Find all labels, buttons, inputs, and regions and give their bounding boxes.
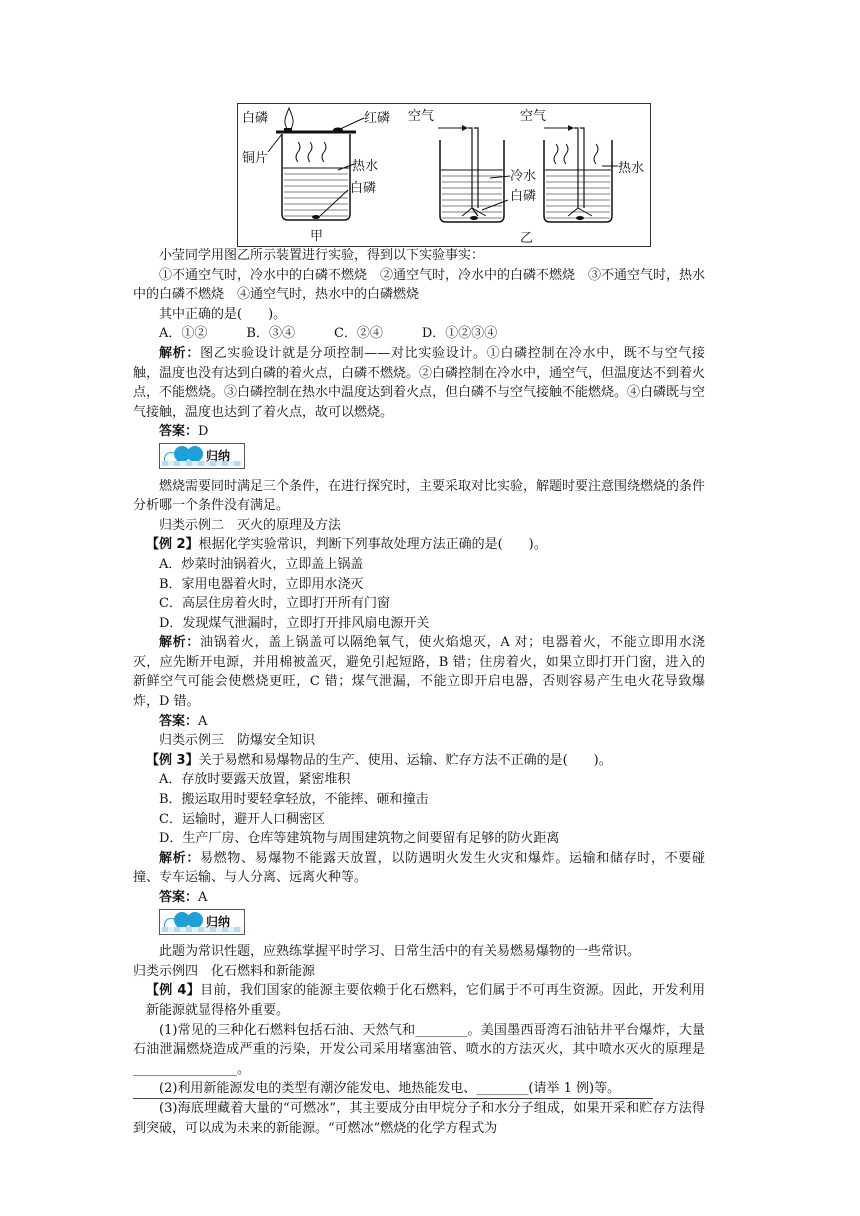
question-text: 关于易燃和易爆物品的生产、使用、运输、贮存方法不正确的是( )。 [198, 752, 612, 768]
text-content [133, 246, 705, 1138]
apparatus-yi [408, 108, 644, 246]
question-text: 根据化学实验常识，判断下列事故处理方法正确的是( )。 [198, 537, 547, 553]
label-tongpian: 铜片 [242, 151, 269, 166]
label-reshui-jia: 热水 [352, 159, 379, 174]
ex4-q3: (3)海底埋藏着大量的“可燃冰”，其主要成分由甲烷分子和水分子组成，如果开采和贮存方法得到突破，可以成为未来的新能源。“可燃冰”燃烧的化学方程式为 [133, 1100, 705, 1136]
apparatus-jia [242, 108, 390, 244]
label-yi: 乙 [520, 231, 534, 246]
answer-label: 答案： [159, 424, 199, 440]
ex3-analysis [133, 849, 705, 888]
analysis-text: 图乙实验设计就是分项控制——对比实验设计。①白磷控制在冷水中，既不与空气接触，温度也没有达到白磷的着火点，白磷不燃烧。②白磷控制在冷水中，通空气，但温度达不到着火点，不能燃烧。③白磷控制在热水中温度达到着火点，但白磷不与空气接触不能燃烧。④白磷既与空气接触，温度也达到了着火点，故可以燃烧。 [133, 345, 706, 420]
experiment-figure [237, 103, 651, 247]
ex3-question [133, 751, 705, 771]
answer-value: D [198, 424, 209, 440]
label-honglin: 红磷 [364, 111, 391, 126]
ex3-option-b: B．搬运取用时要轻拿轻放，不能摔、砸和撞击 [159, 792, 429, 808]
example-tag: 【例 2】 [146, 537, 199, 553]
answer-blank-line [133, 1098, 653, 1099]
ex1-intro: 小莹同学用图乙所示装置进行实验，得到以下实验事实： [159, 248, 485, 263]
summary-badge [159, 443, 245, 469]
label-bailin-bottom: 白磷 [350, 181, 377, 196]
badge-label: 归纳 [206, 448, 231, 463]
ex3-answer [133, 888, 705, 908]
label-lengshui: 冷水 [510, 169, 537, 184]
badge-label: 归纳 [206, 914, 231, 929]
example-tag: 【例 3】 [146, 752, 199, 768]
label-kongqi-1: 空气 [408, 109, 435, 124]
answer-value: A [198, 890, 208, 905]
ex1-answer [133, 422, 705, 442]
ex3-option-d: D．生产厂房、仓库等建筑物与周围建筑物之间要留有足够的防火距离 [159, 831, 560, 847]
ex3-option-a: A．存放时要露天放置，紧密堆积 [159, 772, 351, 788]
label-jia: 甲 [310, 229, 324, 244]
ex2-option-c: C．高层住房着火时，立即打开所有门窗 [159, 596, 390, 612]
answer-label: 答案： [159, 713, 199, 729]
ex2-question [133, 535, 705, 555]
analysis-label: 解析： [159, 345, 201, 361]
ex4-q2: (2)利用新能源发电的类型有潮汐能发电、地热能发电、________(请举 1 例)等。 [159, 1081, 621, 1097]
apparatus-diagram [238, 104, 650, 246]
section-4-title: 归类示例四 化石燃料和新能源 [133, 963, 316, 979]
section-3-title: 归类示例三 防爆安全知识 [159, 733, 316, 749]
label-bailin-yi: 白磷 [510, 189, 537, 204]
answer-label: 答案： [159, 890, 199, 905]
ex1-question: 其中正确的是( )。 [159, 306, 287, 322]
badge-circle-icon [187, 446, 203, 462]
example-tag: 【例 4】 [146, 983, 201, 999]
page [133, 0, 705, 1216]
ex2-option-b: B．家用电器着火时，立即用水浇灭 [159, 576, 364, 592]
label-kongqi-2: 空气 [520, 109, 547, 124]
section-2-title: 归类示例二 灭火的原理及方法 [159, 517, 342, 533]
ex1-facts: ①不通空气时，冷水中的白磷不燃烧 ②通空气时，冷水中的白磷不燃烧 ③不通空气时，热水中的白磷不燃烧 ④通空气时，热水中的白磷燃烧 [133, 267, 706, 303]
label-bailin-top: 白磷 [242, 111, 269, 126]
analysis-text: 油锅着火，盖上锅盖可以隔绝氧气，使火焰熄灭，A 对；电器着火，不能立即用水浇灭，应先断开电源，并用棉被盖灭，避免引起短路，B 错；住房着火，如果立即打开门窗，进入的新鲜空气可能会使燃烧更旺，C 错；煤气泄漏，不能立即开启电器，否则容易产生电火花导致爆炸，D 错。 [133, 635, 705, 710]
badge-circle-icon [187, 912, 203, 928]
ex4-q1: (1)常见的三种化石燃料包括石油、天然气和________。美国墨西哥湾石油钻井平台爆炸，大量石油泄漏燃烧造成严重的污染，开发公司采用堵塞油管、喷水的方法灭火，其中喷水灭火的原理是________________。 [133, 1022, 705, 1077]
ex1-analysis [133, 344, 705, 422]
ex2-option-a: A．炒菜时油锅着火，立即盖上锅盖 [159, 556, 364, 572]
ex2-answer [133, 712, 705, 732]
ex1-options: A．①② B．③④ C．②④ D．①②③④ [159, 326, 498, 342]
ex2-option-d: D．发现煤气泄漏时，立即打开排风扇电源开关 [159, 615, 430, 631]
answer-value: A [198, 713, 208, 729]
intro-text: 目前，我们国家的能源主要依赖于化石燃料，它们属于不可再生资源。因此，开发利用新能源就显得格外重要。 [146, 983, 705, 1018]
ex4-intro [133, 981, 705, 1020]
summary-2: 此题为常识性题，应熟练掌握平时学习、日常生活中的有关易燃易爆物的一些常识。 [159, 944, 641, 960]
ex2-analysis [133, 633, 705, 711]
analysis-text: 易燃物、易爆物不能露天放置，以防遇明火发生火灾和爆炸。运输和储存时，不要碰撞、专车运输、与人分离、远离火种等。 [133, 850, 705, 886]
ex3-option-c: C．运输时，避开人口稠密区 [159, 811, 325, 827]
analysis-label: 解析： [159, 850, 200, 866]
analysis-label: 解析： [159, 635, 200, 651]
summary-1: 燃烧需要同时满足三个条件，在进行探究时，主要采取对比实验，解题时要注意围绕燃烧的条件分析哪一个条件没有满足。 [133, 478, 706, 514]
summary-badge [159, 909, 245, 935]
label-reshui-yi: 热水 [618, 161, 645, 176]
